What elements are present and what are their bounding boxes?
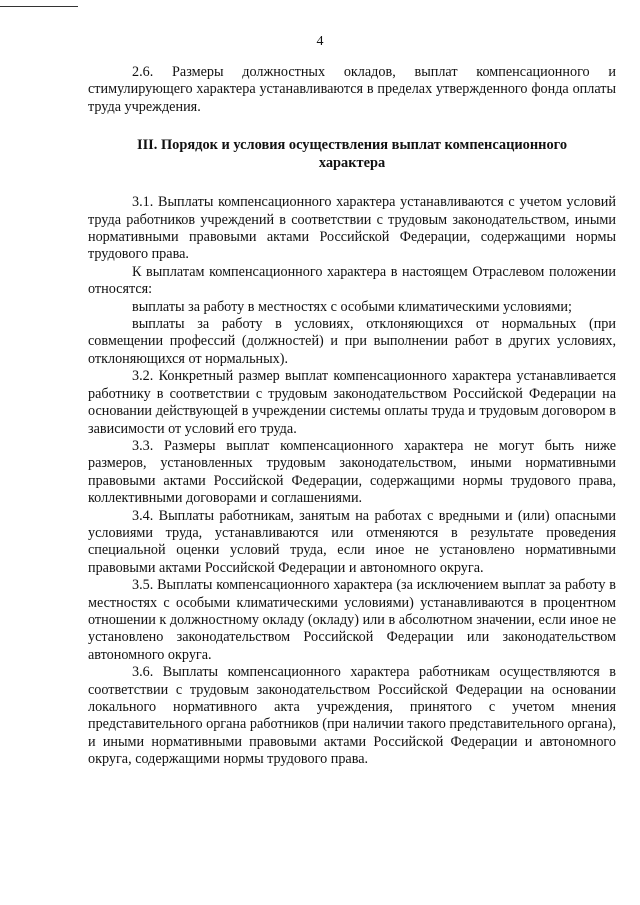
- paragraph-3-3: 3.3. Размеры выплат компенсационного характера не могут быть ниже размеров, установленных трудовым законодательством, иными нормативными правовыми актами Российской Федерации, содержащими нормы трудового права, коллективными договорами и соглашениями.: [88, 437, 616, 507]
- paragraph-3-6: 3.6. Выплаты компенсационного характера работникам осуществляются в соответствии с трудовым законодательством Российской Федерации на основании локального нормативного акта учреждения, принятого с учетом мнения представительного органа работников (при наличии такого представительного органа), и иными нормативными правовыми актами Российской Федерации и автономного округа, содержащими нормы трудового права.: [88, 664, 616, 768]
- section-heading: III. Порядок и условия осуществления выплат компенсационного характера: [136, 137, 568, 172]
- paragraph-3-5: 3.5. Выплаты компенсационного характера (за исключением выплат за работу в местностях с особыми климатическими условиями) устанавливаются в процентном отношении к должностному окладу (окладу) или в абсолютном значении, если иное не установлено законодательством Российской Федерации или законодательством автономного округа.: [88, 577, 616, 663]
- page-number: 4: [316, 34, 324, 49]
- paragraph-list-item-deviating-conditions: выплаты за работу в условиях, отклоняющихся от нормальных (при совмещении профессий (должностей) и при выполнении работ в других условиях, отклоняющихся от нормальных).: [88, 316, 616, 367]
- paragraph-3-2: 3.2. Конкретный размер выплат компенсационного характера устанавливается работнику в соответствии с трудовым законодательством Российской Федерации на основании действующей в учреждении системы оплаты труда и трудовым договором в зависимости от условий его труда.: [88, 368, 616, 437]
- paragraph-3-1: 3.1. Выплаты компенсационного характера устанавливаются с учетом условий труда работников учреждений в соответствии с трудовым законодательством, иными нормативными правовыми актами Российской Федерации, содержащими нормы трудового права.: [88, 194, 616, 263]
- paragraph-list-item-climate: выплаты за работу в местностях с особыми климатическими условиями;: [132, 298, 572, 315]
- document-body: [88, 64, 616, 769]
- paragraph-2-6: 2.6. Размеры должностных окладов, выплат компенсационного и стимулирующего характера устанавливаются в пределах утвержденного фонда оплаты труда учреждения.: [88, 64, 616, 115]
- paragraph-3-4: 3.4. Выплаты работникам, занятым на работах с вредными и (или) опасными условиями труда, устанавливаются или отменяются в результате проведения специальной оценки условий труда, если иное не установлено нормативными правовыми актами Российской Федерации и автономного округа.: [88, 507, 616, 576]
- top-rule: [0, 6, 78, 7]
- paragraph-compensation-list-intro: К выплатам компенсационного характера в настоящем Отраслевом положении относятся:: [88, 263, 616, 298]
